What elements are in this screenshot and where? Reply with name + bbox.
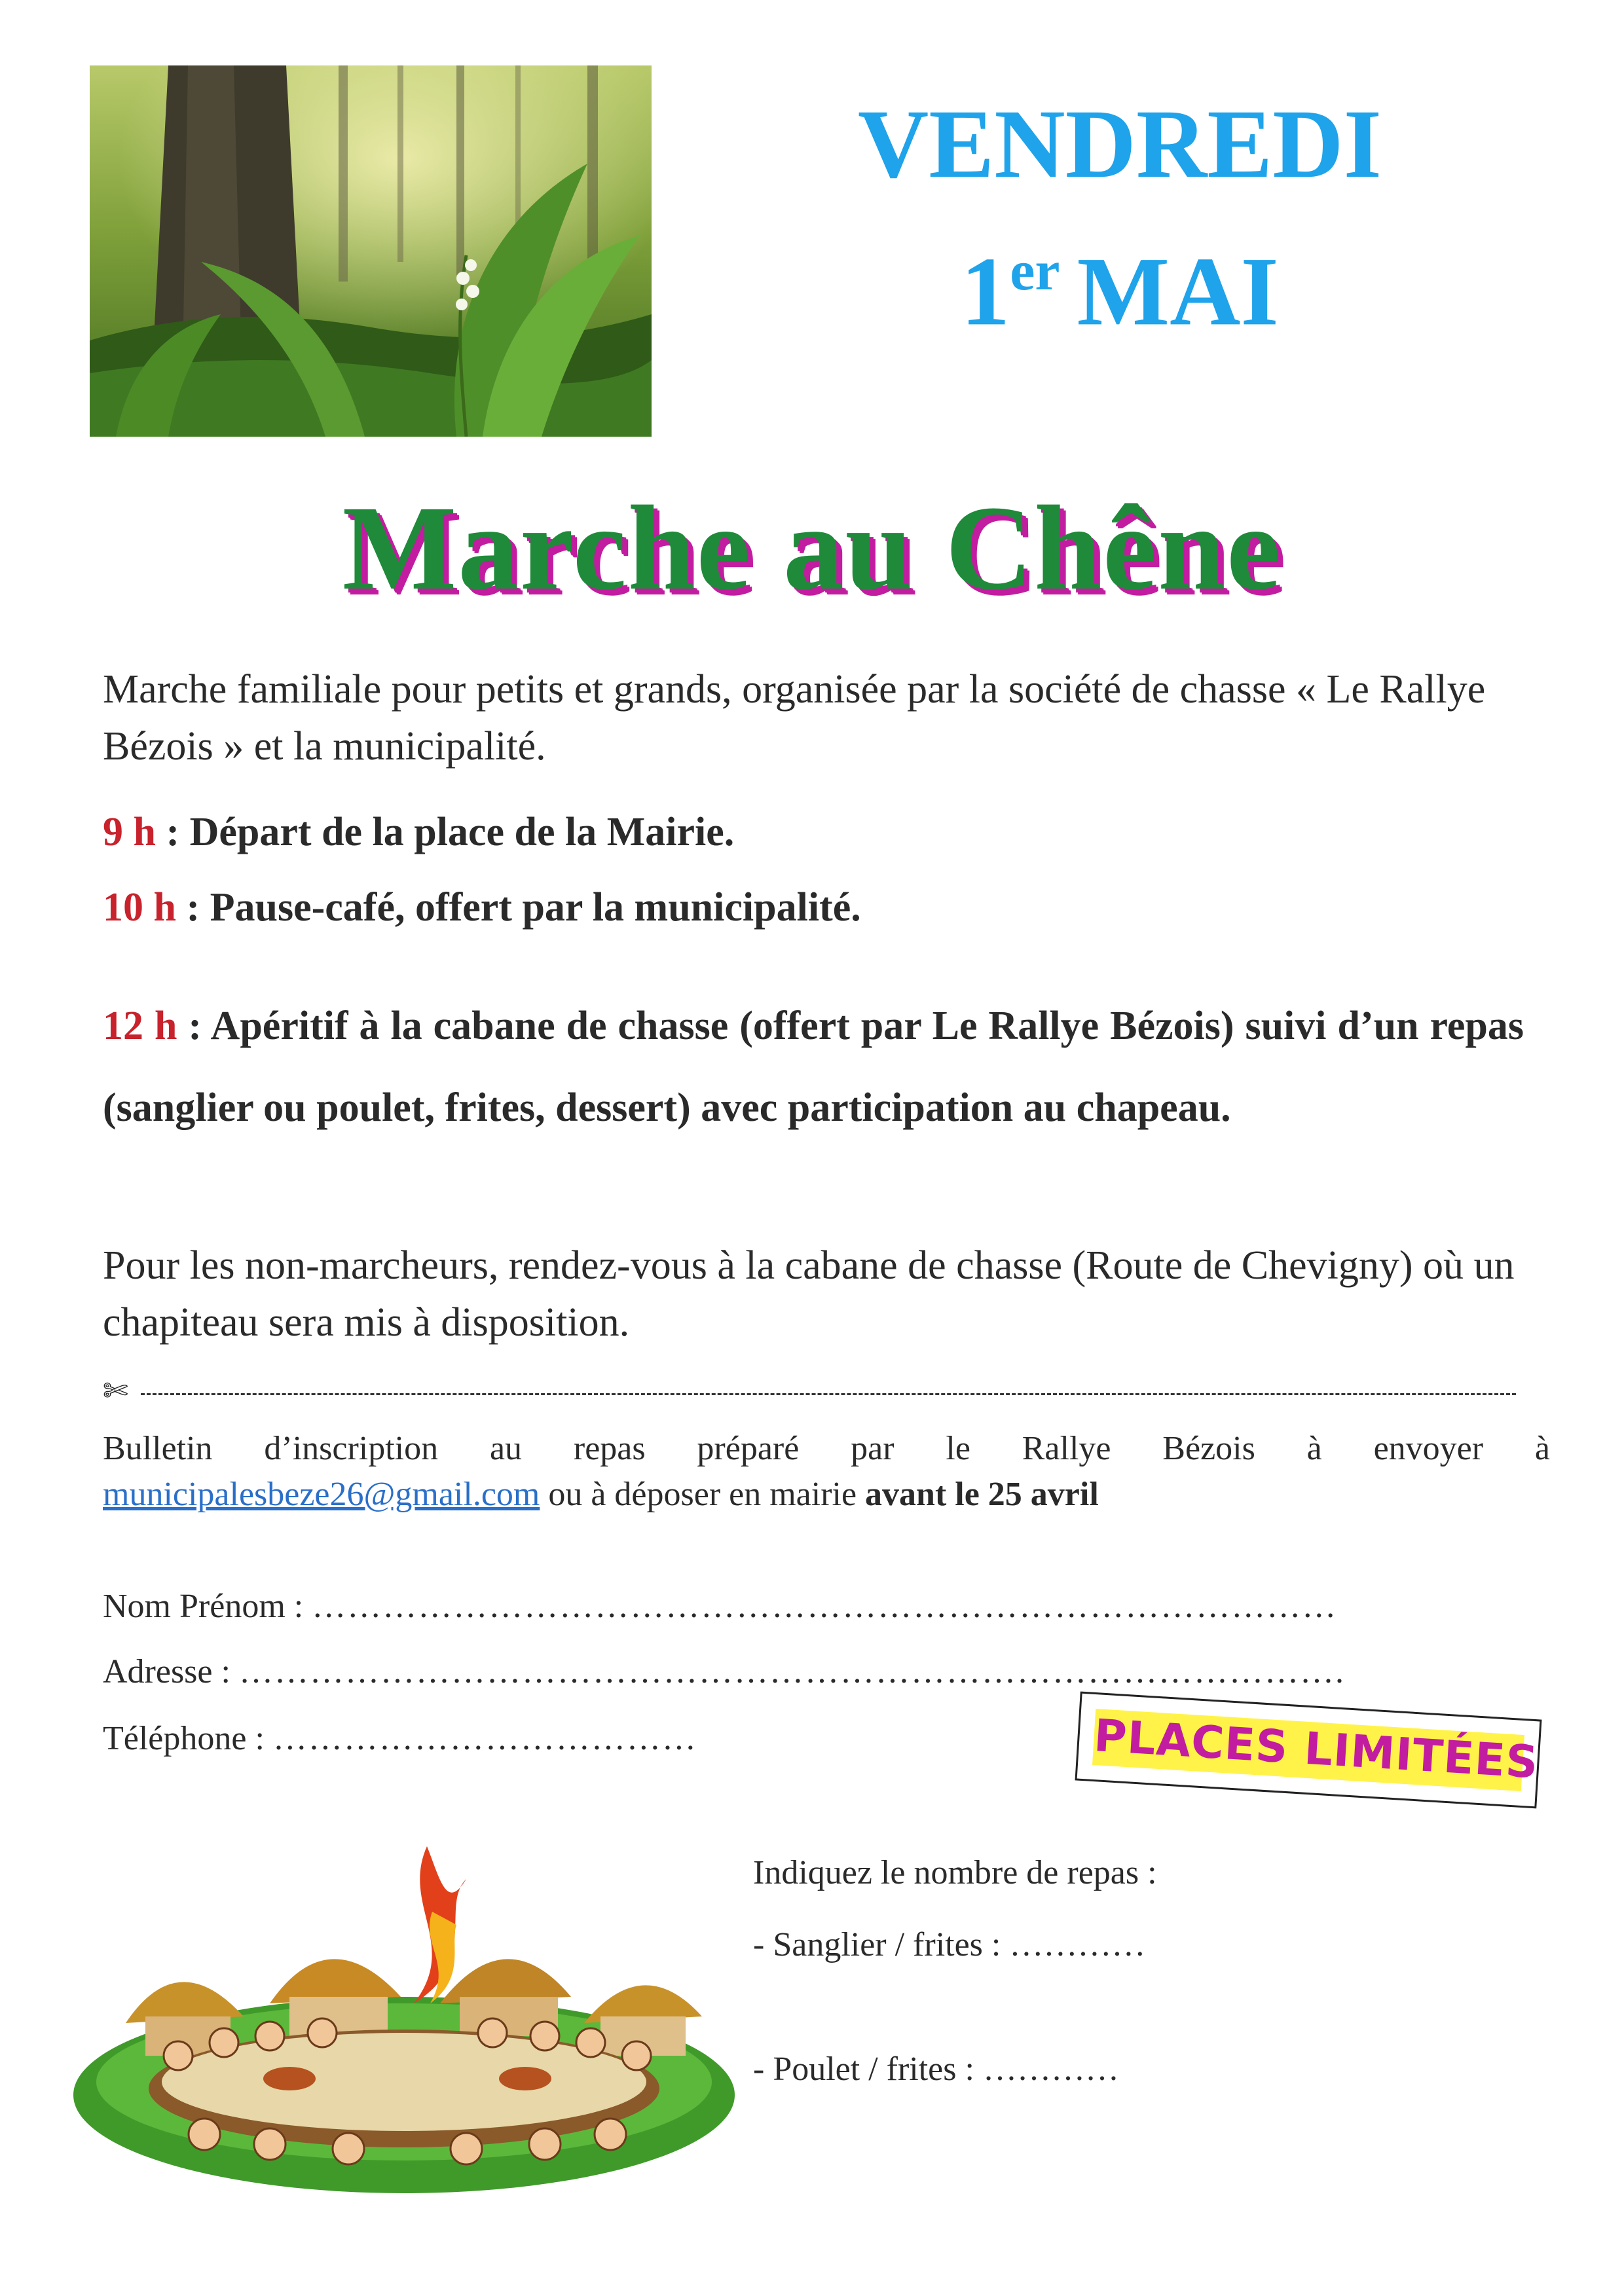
scissors-icon: ✄: [103, 1374, 128, 1408]
name-label: Nom Prénom :: [103, 1588, 312, 1625]
dashed-divider: [141, 1393, 1516, 1395]
schedule-text: : Pause-café, offert par la municipalité.: [175, 885, 861, 930]
email-link[interactable]: municipalesbeze26@gmail.com: [103, 1476, 540, 1514]
schedule-time: 12 h: [103, 1004, 177, 1048]
month-name: MAI: [1077, 237, 1279, 346]
schedule-time: 10 h: [103, 885, 176, 930]
date-month: [760, 237, 1480, 346]
chicken-meal-field[interactable]: - Poulet / frites : …………: [753, 2050, 1119, 2088]
address-dots: ………………………………………………………………………………….: [238, 1653, 1345, 1690]
name-dots: ……………………………………………………………………………: [312, 1588, 1338, 1625]
non-walkers-paragraph: Pour les non-marcheurs, rendez-vous à la cabane de chasse (Route de Chevigny) où un chapiteau sera mis à disposition.: [103, 1243, 1515, 1345]
schedule-time: 9 h: [103, 810, 156, 854]
bulletin-middle: ou à déposer en mairie: [540, 1476, 866, 1514]
phone-field[interactable]: [103, 1722, 697, 1756]
phone-label: Téléphone :: [103, 1720, 273, 1757]
bulletin-intro: Bulletin d’inscription au repas préparé par le Rallye Bézois à envoyer à: [103, 1430, 1550, 1467]
cut-line: [103, 1374, 1517, 1408]
month-suffix: er: [1010, 239, 1060, 302]
schedule-item-10h: [103, 887, 861, 928]
lily-of-the-valley-photo: [90, 65, 652, 437]
schedule-text: : Départ de la place de la Mairie.: [155, 810, 735, 854]
intro-paragraph: Marche familiale pour petits et grands, organisée par la société de chasse « Le Rallye Bézois » et la municipalité.: [103, 667, 1486, 769]
stamp-highlight: [1092, 1709, 1540, 1791]
page-title: Marche au Chêne: [342, 481, 1282, 615]
schedule-text: : Apéritif à la cabane de chasse (offert par Le Rallye Bézois) suivi d’un repas (sanglier ou poulet, frites, dessert) avec participation au chapeau.: [103, 1004, 1524, 1130]
phone-dots: ………………………………: [272, 1720, 697, 1757]
schedule-item-12h: [103, 985, 1524, 1149]
stamp-text: PLACES LIMITÉES: [1092, 1710, 1540, 1789]
bulletin-deadline: avant le 25 avril: [865, 1476, 1099, 1514]
address-label: Adresse :: [103, 1653, 239, 1690]
schedule-item-9h: [103, 812, 734, 852]
registration-bulletin: [103, 1426, 1550, 1518]
boar-meal-field[interactable]: - Sanglier / frites : …………: [753, 1926, 1146, 1963]
places-limited-stamp: [1075, 1692, 1542, 1809]
address-field[interactable]: [103, 1655, 1345, 1689]
meal-count-heading: Indiquez le nombre de repas :: [753, 1854, 1157, 1891]
name-field[interactable]: [103, 1590, 1337, 1624]
village-banquet-illustration: [73, 1807, 735, 2193]
date-day: VENDREDI: [857, 90, 1382, 198]
month-number: 1: [961, 237, 1010, 346]
